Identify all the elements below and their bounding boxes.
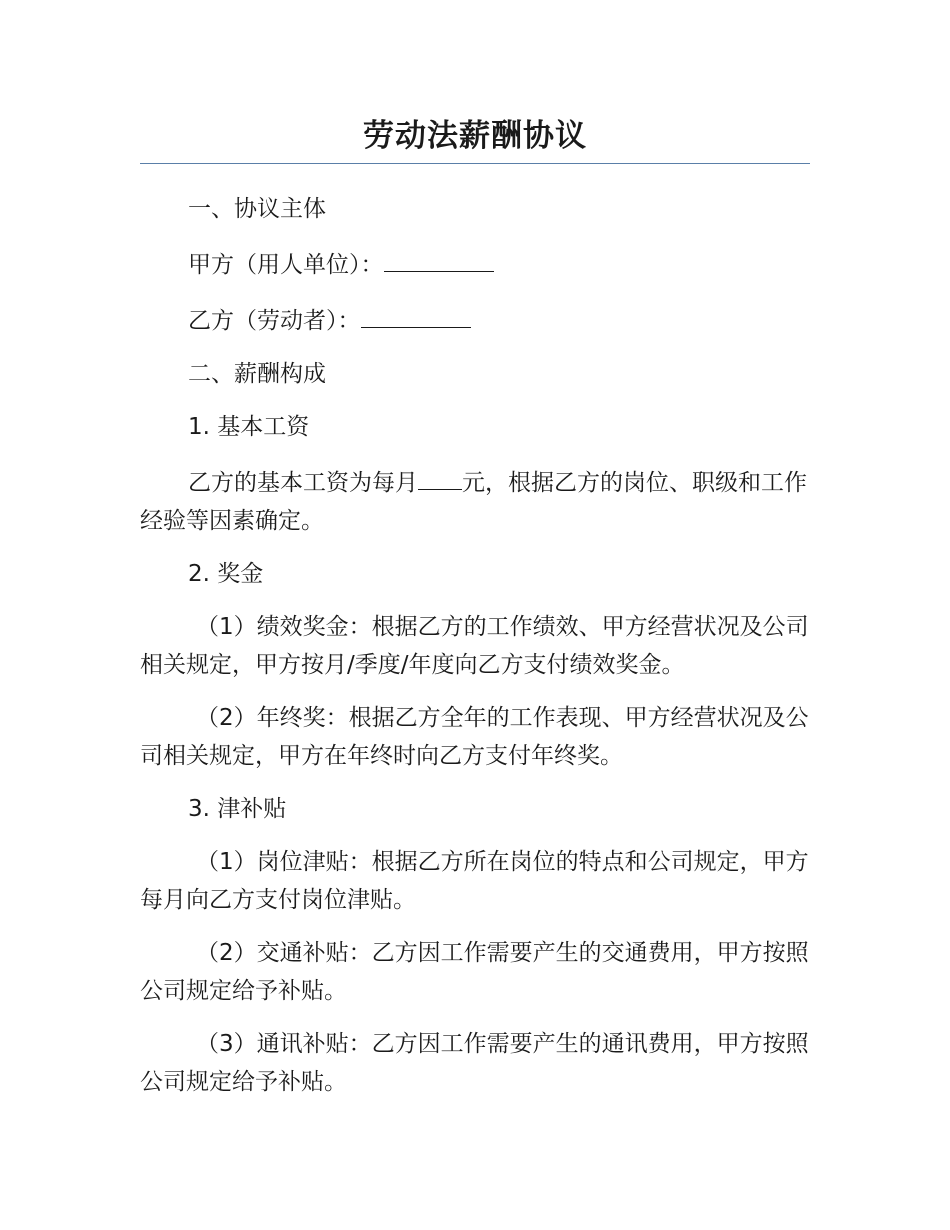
post-allowance-paragraph: （1）岗位津贴：根据乙方所在岗位的特点和公司规定，甲方每月向乙方支付岗位津贴。 bbox=[140, 849, 809, 913]
base-salary-blank bbox=[418, 461, 462, 490]
base-salary-paragraph bbox=[140, 461, 810, 540]
year-end-bonus-paragraph: （2）年终奖：根据乙方全年的工作表现、甲方经营状况及公司相关规定，甲方在年终时向乙方支付年终奖。 bbox=[140, 705, 809, 769]
bonus-heading: 2. 奖金 bbox=[188, 561, 264, 587]
communication-allowance-paragraph: （3）通讯补贴：乙方因工作需要产生的通讯费用，甲方按照公司规定给予补贴。 bbox=[140, 1031, 809, 1095]
traffic-allowance-paragraph: （2）交通补贴：乙方因工作需要产生的交通费用，甲方按照公司规定给予补贴。 bbox=[140, 940, 809, 1004]
document-title: 劳动法薪酬协议 bbox=[363, 118, 587, 154]
base-salary-heading: 1. 基本工资 bbox=[188, 414, 310, 440]
party-a-line bbox=[140, 243, 810, 284]
performance-bonus-paragraph: （1）绩效奖金：根据乙方的工作绩效、甲方经营状况及公司相关规定，甲方按月/季度/年度向乙方支付绩效奖金。 bbox=[140, 614, 809, 678]
allowance-heading: 3. 津补贴 bbox=[188, 796, 287, 822]
base-salary-text-after: 元，根据乙方的岗位、职级和工作经验等因素确定。 bbox=[140, 470, 807, 534]
party-b-label: 乙方（劳动者）： bbox=[188, 308, 361, 334]
party-b-line bbox=[140, 299, 810, 340]
party-b-blank bbox=[361, 299, 471, 328]
party-a-blank bbox=[384, 243, 494, 272]
document-body bbox=[140, 190, 810, 1116]
base-salary-text-before: 乙方的基本工资为每月 bbox=[188, 470, 418, 496]
section-heading-salary: 二、薪酬构成 bbox=[188, 361, 326, 387]
party-a-label: 甲方（用人单位）： bbox=[188, 252, 384, 278]
section-heading-parties: 一、协议主体 bbox=[188, 196, 326, 222]
title-divider bbox=[140, 163, 810, 164]
